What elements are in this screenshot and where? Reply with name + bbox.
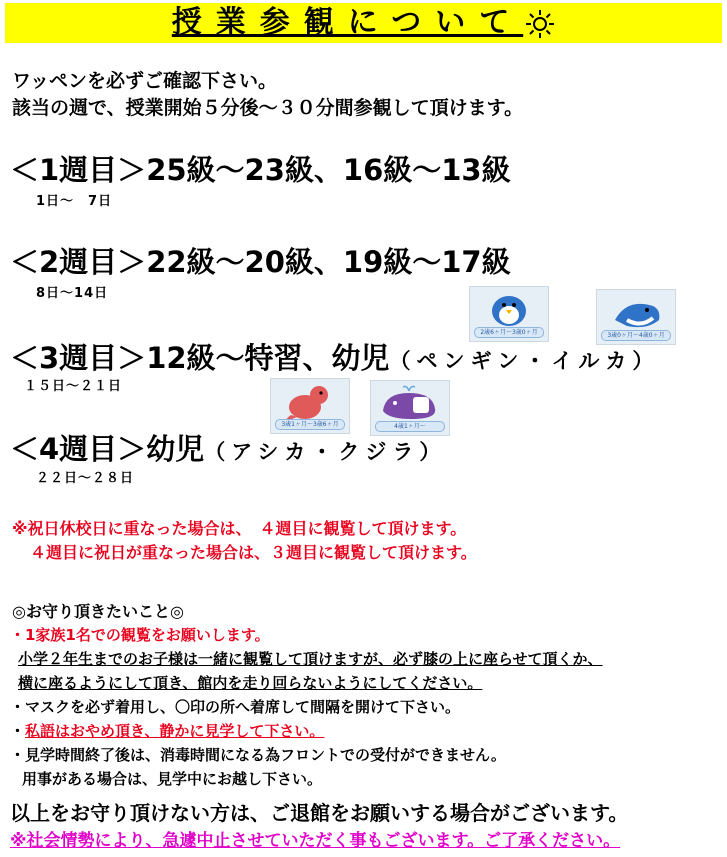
week-4-sub: （アシカ・クジラ） xyxy=(204,440,447,464)
dolphin-tag: 3歳0ヶ月～4歳0ヶ月 xyxy=(601,330,671,341)
week-1-dates: 1日～ 7日 xyxy=(36,194,113,209)
intro-line-1: ワッペンを必ずご確認下さい。 xyxy=(12,70,278,92)
rules-heading: ◎お守り頂きたいこと◎ xyxy=(12,602,184,621)
week-4-dates: ２２日～２８日 xyxy=(36,471,135,486)
rule-4: ・見学時間終了後は、消毒時間になる為フロントでの受付ができません。 xyxy=(10,746,506,764)
rule-1: ・1家族1名での観覧をお願いします。 xyxy=(10,626,270,644)
rule-1-detail-2: 横に座るようにして頂き、館内を走り回らないようにしてください。 xyxy=(18,674,483,692)
week-4 xyxy=(10,427,446,468)
rule-1-detail-1: 小学２年生までのお子様は一緒に観覧して頂けますが、必ず膝の上に座らせて頂くか、 xyxy=(18,650,603,668)
page-title-text: 授業参観について xyxy=(171,5,524,40)
rule-3-text: 私語はおやめ頂き、静かに見学して下さい。 xyxy=(25,722,325,740)
rule-3-bullet: ・ xyxy=(10,722,26,740)
sealion-tag: 3歳1ヶ月～3歳6ヶ月 xyxy=(275,419,345,430)
week-3-dates: １５日～２１日 xyxy=(24,379,123,394)
week-1-grades: 25級～23級、16級～13級 xyxy=(146,153,511,187)
week-2-dates: 8日～14日 xyxy=(36,286,109,301)
week-1-label: ＜1週目＞ xyxy=(10,153,147,187)
footer-warning: 以上をお守り頂けない方は、ご退館をお願いする場合がございます。 xyxy=(10,801,629,825)
rule-2: ・マスクを必ず着用し、〇印の所へ着席して間隔を開けて下さい。 xyxy=(10,698,461,716)
week-2 xyxy=(10,240,511,281)
holiday-note-2: ４週目に祝日が重なった場合は、３週目に観覧して頂けます。 xyxy=(30,543,477,562)
sun-icon xyxy=(525,9,555,39)
rule-3 xyxy=(10,720,324,741)
rule-4-detail: 用事がある場合は、見学中にお越し下さい。 xyxy=(22,770,323,788)
footer-notice: ※社会情勢により、急遽中止させていただく事もございます。ご了承ください。 xyxy=(10,831,621,851)
penguin-image xyxy=(469,286,549,342)
week-4-grades: 幼児 xyxy=(146,432,205,466)
page-title xyxy=(0,3,727,43)
week-3 xyxy=(10,336,659,377)
week-3-grades: 12級～特習、幼児 xyxy=(146,341,390,375)
week-4-label: ＜4週目＞ xyxy=(10,432,147,466)
week-2-grades: 22級～20級、19級～17級 xyxy=(146,245,511,279)
week-3-label: ＜3週目＞ xyxy=(10,341,147,375)
holiday-note-1: ※祝日休校日に重なった場合は、 ４週目に観覧して頂けます。 xyxy=(12,519,467,538)
penguin-tag: 2歳6ヶ月～3歳0ヶ月 xyxy=(474,327,544,338)
week-2-label: ＜2週目＞ xyxy=(10,245,147,279)
whale-tag: 4歳1ヶ月～ xyxy=(375,421,445,432)
sealion-image xyxy=(270,378,350,434)
intro-line-2: 該当の週で、授業開始５分後～３０分間参観して頂けます。 xyxy=(12,97,524,119)
week-1 xyxy=(10,148,511,189)
week-3-sub: （ペンギン・イルカ） xyxy=(389,349,660,373)
